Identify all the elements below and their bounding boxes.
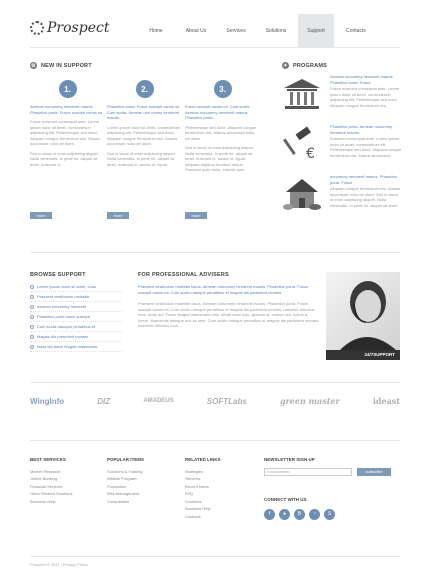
pin-icon: ✦ <box>283 62 288 69</box>
list-item[interactable]: Lorem ipsum dolor sit amet, cons <box>30 282 122 292</box>
flickr-icon[interactable]: ● <box>279 509 290 520</box>
footer-related-links: RELATED LINKS Strategies Services Recent News FAQ Solutions Business Help Contacts <box>185 457 221 519</box>
footer-newsletter: NEWSLETTER SIGN UP e-mail address subscribe CONNECT WITH US f ● B ◔ S <box>264 456 400 520</box>
column-text-2: Sed in lacus ut enim adipiscing aliquet. Nulla venenatis. In pede mi, aliquet sit amet, euismod in, auctor ut, ligula. Aliquam dapibus tincidunt metus. Praesent justo dolor, lobortis quis. <box>185 145 254 172</box>
rss-icon[interactable]: ◔ <box>309 509 320 520</box>
column-text-2: Sed in lacus ut enim adipiscing aliquet. Nulla venenatis. In pede mi, aliquet sit amet, euismod in, auctor ut, ligula. <box>107 150 176 167</box>
footer-link[interactable]: Financial Services <box>30 483 63 489</box>
partner-logo-winginfo[interactable]: WingInfo <box>30 396 65 406</box>
list-item[interactable]: Nulla dui fusce feugiat malesuada <box>30 342 122 352</box>
footer-best-services: BEST SERVICES Market Research Online Banking Financial Services Other Related Solutions Business Help <box>30 457 73 504</box>
column-link[interactable]: Phasellus porta. Fusce suscipit varius mi. Cum sociis. Aenean non ummy hendrerit mauris. <box>107 104 181 120</box>
list-item[interactable]: Aenean nonummy hendrerit <box>30 302 122 312</box>
list-item[interactable]: Praesent vestibulum molestie <box>30 292 122 302</box>
footer-divider <box>30 440 400 441</box>
program-text: Aliquam congue fermentum nisl. Mauris accumsan nulla vel diam. Sed in lacus ut enim adipiscing aliquet. Nulla venenatis. In pede mi, aliquet sit amet. <box>330 186 401 208</box>
advisers-text: Praesent vestibulum molestie lacus. Aenean nonummy hendrerit mauris. Phasellus porta. Fusce suscipit varius mi. Cum sociis natoque penatibus et magnis dis parturient montes, nascetur ridiculus mus. Nulla dui. Fusce feugiat malesuada odio. Morbi nunc odio, gravida at, cursus nec, luctus a, lorem. Maecenas tristique orci ac sem. Cum sociis natoque penatibus et magnis dis parturient montes, nascetur ridiculus mus. <box>138 301 320 328</box>
support-badge: 24/7SUPPORT <box>326 350 400 360</box>
partner-logo-amadeus[interactable]: AMADEUS <box>143 398 174 404</box>
bank-icon <box>280 74 324 114</box>
footer-link[interactable]: Other Related Solutions <box>30 491 73 496</box>
program-text: Fusce euismod consequat ante. Lorem ipsum dolor sit amet, consectetuer adipiscing elit. Pellentesque sed dolor. Aliquam congue fermentum nisl. <box>330 86 400 108</box>
nav-about-us[interactable]: About Us <box>185 27 207 34</box>
footer-link[interactable]: Solutions <box>185 498 202 504</box>
bullet-icon <box>30 285 34 289</box>
list-item[interactable]: Phasellus porta fusce suscipit <box>30 312 122 322</box>
footer-link[interactable]: Strategies <box>185 468 204 474</box>
more-button-1[interactable]: more <box>30 212 52 219</box>
programs-heading: ✦ PROGRAMS <box>283 62 327 69</box>
program-item <box>280 174 402 214</box>
advisers-link[interactable]: Praesent vestibulum molestie lacus. Aenean nonummy hendrerit mauris. Phasellus porta. Fusce suscipit varius mi. Cum sociis natoque penatibus et magnis dis parturient montes. <box>138 284 309 295</box>
subscribe-button[interactable]: subscribe <box>357 468 391 476</box>
bullet-icon <box>30 325 34 329</box>
list-item[interactable]: Cum sociis natoque penatibus et <box>30 322 122 332</box>
copyright-divider <box>30 556 400 557</box>
program-item <box>280 74 402 114</box>
logo-sun-icon <box>30 21 44 35</box>
support-column-1 <box>30 80 105 167</box>
connect-heading: CONNECT WITH US <box>264 496 307 502</box>
column-text: Lorem ipsum dolor sit amet, consectetuer adipiscing elit. Pellentesque sed dolor. Aliquam congue fermentum nisl. Mauris accumsan nulla vel diam. <box>107 124 181 146</box>
footer-link[interactable]: Solutions & Training <box>107 468 143 474</box>
partner-logo-diz[interactable]: DIZ <box>97 396 111 406</box>
column-text-2: Sed in lacus ut enim adipiscing aliquet. Nulla venenatis. In pede mi, aliquet sit amet, euismod in. <box>30 150 99 167</box>
bullet-icon <box>30 295 34 299</box>
support-column-2 <box>107 80 182 167</box>
step-number: 2. <box>136 80 154 98</box>
footer-link[interactable]: Business Help <box>30 498 56 504</box>
footer-link[interactable]: Risk Management <box>107 491 140 496</box>
browse-support-heading: BROWSE SUPPORT <box>30 272 86 278</box>
support-agent-photo <box>326 272 400 360</box>
footer-link[interactable]: Recent News <box>185 483 209 489</box>
footer-link[interactable]: Affiliate Program <box>107 476 137 481</box>
social-icons <box>264 509 400 520</box>
footer-popular-items: POPULAR ITEMS Solutions & Training Affiliate Program Production Risk Management Consultation <box>107 457 145 504</box>
svg-text:€: € <box>306 146 315 162</box>
section-divider <box>30 252 400 253</box>
newsletter-email-input[interactable]: e-mail address <box>264 468 352 476</box>
header-divider <box>30 47 400 48</box>
nav-home[interactable]: Home <box>149 27 163 34</box>
footer-link[interactable]: Business Help <box>185 506 211 511</box>
footer-link[interactable]: Services <box>185 476 201 481</box>
logo[interactable] <box>30 20 109 36</box>
logo-text: Prospect <box>47 20 110 36</box>
partner-logo-ideast[interactable]: ideast <box>372 396 400 406</box>
partner-logos <box>30 396 400 406</box>
column-text: Pellentesque sed dolor. Aliquam congue fermentum nisl. Mauris accumsan nulla vel diam. <box>185 124 257 141</box>
program-link[interactable]: Aenean nonummy hendrerit mauris. Phasellus porta. Fusce <box>330 74 394 85</box>
program-text: Euismod consequat ante. Lorem ipsum dolor sit amet, consectetuer elit. Pellentesque sed dolor. Aliquam congue fermentum nisl. Mauris accumsan. <box>330 136 402 158</box>
nav-solutions[interactable]: Solutions <box>265 27 287 34</box>
program-link[interactable]: nonummy hendrerit mauris. Phasellus porta. Fusce <box>330 174 398 185</box>
footer-link[interactable]: Production <box>107 483 127 489</box>
gavel-icon <box>280 124 324 164</box>
bullet-icon <box>30 335 34 339</box>
program-link[interactable]: Phasellus porta. Aenean nonummy hendrerit mauris. <box>330 124 393 135</box>
footer-link[interactable]: Market Research <box>30 468 61 474</box>
advisers-content <box>138 284 320 329</box>
nav-contacts[interactable]: Contacts <box>346 27 366 34</box>
main-nav <box>138 14 378 47</box>
bullet-icon <box>30 345 34 349</box>
partner-logo-green-master[interactable]: green master <box>279 396 340 406</box>
column-link[interactable]: Fusce suscipit varius mi. Cum sociis. Aenean nonummy hendrerit mauris. Phasellus porta. <box>185 104 251 120</box>
footer-link[interactable]: FAQ <box>185 491 194 496</box>
browse-support-list <box>30 282 122 352</box>
house-money-icon <box>280 174 324 214</box>
nav-services[interactable]: Services <box>226 27 246 34</box>
agent-silhouette-icon <box>326 272 400 350</box>
column-text: Fusce euismod consequat ante. Lorem ipsum dolor sit amet, consectetuer adipiscing elit. Pellentesque sed dolor. Aliquam congue fermentum nisl. Mauris accumsan nulla vel diam. <box>30 119 101 146</box>
step-number: 3. <box>214 80 232 98</box>
list-item[interactable]: Magnis dis parturient montes <box>30 332 122 342</box>
program-item <box>280 124 402 164</box>
facebook-icon[interactable]: f <box>264 509 275 520</box>
more-button-3[interactable]: more <box>185 212 207 219</box>
step-number: 1. <box>59 80 77 98</box>
skype-icon[interactable]: S <box>324 509 335 520</box>
nav-support[interactable]: Support <box>298 14 334 47</box>
copyright-text: Prospect © 2011 | Privacy Policy <box>30 562 88 567</box>
footer-link[interactable]: Online Banking <box>30 476 58 481</box>
gear-icon: ⚙ <box>31 62 36 69</box>
column-link[interactable]: Aenean nonummy hendrerit mauris. Phasellus porta. Fusce suscipit varius mi. <box>30 104 104 115</box>
support-column-3 <box>185 80 260 173</box>
bullet-icon <box>30 315 34 319</box>
advisers-heading: FOR PROFESSIONAL ADVISERS <box>138 272 229 278</box>
footer-link[interactable]: Consultation <box>107 498 130 504</box>
footer-link[interactable]: Contacts <box>185 513 201 519</box>
bullet-icon <box>30 305 34 309</box>
programs-list <box>280 74 402 224</box>
blogger-icon[interactable]: B <box>294 509 305 520</box>
new-in-support-heading: ⚙ NEW IN SUPPORT <box>31 62 92 69</box>
section-divider-2 <box>30 382 400 383</box>
partner-logo-softlabs[interactable]: SOFTLabs <box>206 396 247 406</box>
more-button-2[interactable]: more <box>107 212 129 219</box>
